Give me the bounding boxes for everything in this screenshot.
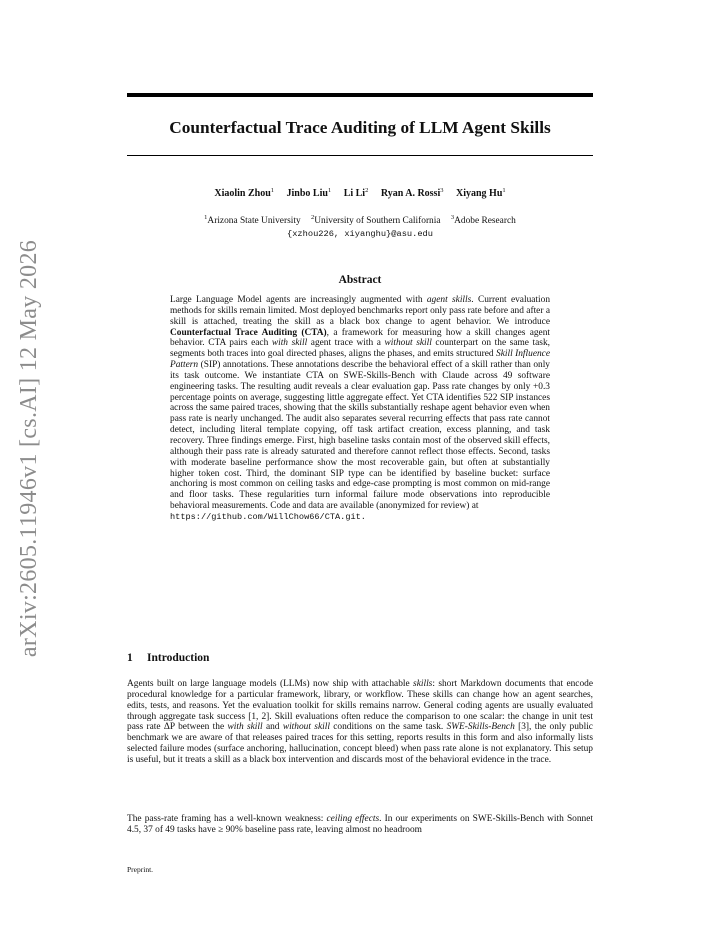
abstract-emphasis: without skill (384, 338, 432, 349)
abstract-span: . Current evaluation methods for skills remain limited. Most deployed benchmarks report only pass rate before and after a skill is attached, treating the skill as a black box change to agent behavior. We introduce (170, 295, 551, 327)
affiliation-list (127, 215, 593, 227)
affiliation (451, 216, 516, 226)
intro-span: Agents built on large language models (LLMs) now ship with attachable (127, 679, 414, 689)
intro-span: conditions on the same task. (329, 722, 447, 733)
intro-span: The pass-rate framing has a well-known weakness: (127, 814, 327, 824)
abstract-span: counterpart on the same task, segments both traces into goal directed phases, aligns the phases, and emits structured (170, 338, 550, 360)
title-rule-top (127, 93, 593, 97)
author (344, 188, 369, 199)
abstract-text (170, 295, 550, 523)
abstract-emphasis: agent skills (426, 295, 472, 305)
author-affiliation-mark: 2 (365, 187, 369, 194)
affiliation-number: 3 (450, 214, 455, 221)
title-rule-bottom (127, 155, 593, 156)
author-name: Ryan A. Rossi (380, 188, 441, 199)
author-affiliation-mark: 1 (327, 187, 332, 194)
intro-emphasis: ceiling effects (326, 814, 380, 824)
abstract-emphasis: Skill Influence Pattern (170, 349, 551, 371)
affiliation (311, 216, 441, 226)
author-name: Li Li (343, 188, 366, 199)
author-list (127, 187, 593, 201)
author (214, 188, 274, 199)
preprint-footer: Preprint. (127, 865, 154, 874)
paper-title: Counterfactual Trace Auditing of LLM Agent Skills (169, 118, 551, 137)
intro-paragraph (127, 814, 593, 836)
affiliation-name: University of Southern California (314, 216, 441, 226)
author-emails: {xzhou226, xiyanghu}@asu.edu (287, 229, 433, 239)
affiliation-name: Arizona State University (207, 216, 301, 226)
intro-span: . In our experiments on SWE-Skills-Bench with Sonnet 4.5, 37 of 49 tasks have ≥ 90% baseline pass rate, leaving almost no headroom (127, 814, 593, 835)
section-title: Introduction (147, 652, 210, 664)
arxiv-side-stamp (2, 239, 58, 657)
affiliation-number: 1 (204, 214, 208, 221)
arxiv-identifier: arXiv:2605.11946v1 [cs.AI] 12 May 2026 (16, 239, 43, 657)
author (456, 188, 506, 199)
abstract-bold-term: Counterfactual Trace Auditing (CTA) (170, 327, 327, 338)
affiliation (204, 216, 300, 226)
abstract-span: (SIP) annotations. These annotations describe the behavioral effect of a skill rather than only its task outcome. We instantiate CTA on SWE-Skills-Bench with Claude across 49 software engineering tasks. The resulting audit reveals a clear evaluation gap. Pass rate changes by only +0.3 percentage points on average, suggesting little aggregate effect. Yet CTA identifies 522 SIP instances across the same paired traces, showing that the skills substantially reshape agent behavior even when pass rate is nearly unchanged. The audit also separates several recurring effects that pass rate cannot detect, including literal template copying, off task artifact creation, excess planning, and task recovery. Three findings emerge. First, high baseline tasks contain most of the observed skill effects, although their pass rate is already saturated and therefore cannot reflect those effects. Second, tasks with moderate baseline performance show the most recoverable gain, but often at substantially higher token cost. Third, the dominant SIP type can be identified by baseline bucket: surface anchoring is most common on ceiling tasks and edge-case prompting is most common on mid-range and floor tasks. These regularities turn informal failure mode observations into reproducible behavioral measurements. Code and data are available (anonymized for review) at (170, 360, 550, 512)
abstract-span: Large Language Model agents are increasingly augmented with (170, 295, 427, 305)
author (381, 188, 444, 199)
author (287, 188, 332, 199)
intro-span: [3], the only public benchmark we are aware of that releases paired traces for this setting, reports results in this form and also informally lists selected failure modes (surface anchoring, hallucination, concept bleed) when pass rate alone is not explanatory. This setup is useful, but it treats a skill as a black box intervention and discards most of the behavioral evidence in the trace. (127, 722, 593, 765)
abstract-emphasis: with skill (271, 338, 308, 349)
abstract-heading: Abstract (338, 274, 382, 286)
author-name: Xiyang Hu (455, 188, 503, 199)
author-affiliation-mark: 3 (440, 187, 444, 194)
intro-span: : short Markdown documents that encode procedural knowledge for a particular framework, library, or workflow. These skills can change how an agent searches, edits, tests, and reasons. Yet the evaluation toolkit for skills remains narrow. General coding agents are usually evaluated through aggregate task success [1, 2]. Skill evaluations often reduce the comparison to one scalar: the change in unit test pass rate ΔP between the (127, 679, 594, 733)
abstract-span: , a framework for measuring how a skill changes agent behavior. CTA pairs each (170, 327, 550, 349)
section-number: 1 (127, 652, 133, 664)
intro-emphasis: SWE-Skills-Bench (446, 722, 515, 733)
intro-emphasis: without skill (282, 722, 330, 733)
abstract-span: agent trace with a (307, 338, 385, 349)
author-name: Xiaolin Zhou (214, 188, 271, 199)
affiliation-number: 2 (310, 214, 315, 221)
section-heading-introduction (127, 652, 593, 664)
author-name: Jinbo Liu (286, 188, 328, 199)
intro-span: and (262, 722, 283, 733)
intro-emphasis: with skill (227, 722, 263, 733)
intro-paragraph (127, 679, 593, 766)
code-repository-link[interactable]: https://github.com/WillChow66/CTA.git. (170, 511, 366, 522)
affiliation-name: Adobe Research (454, 216, 516, 226)
intro-emphasis: skills (413, 679, 433, 689)
author-affiliation-mark: 1 (502, 187, 506, 194)
author-affiliation-mark: 1 (270, 187, 275, 194)
